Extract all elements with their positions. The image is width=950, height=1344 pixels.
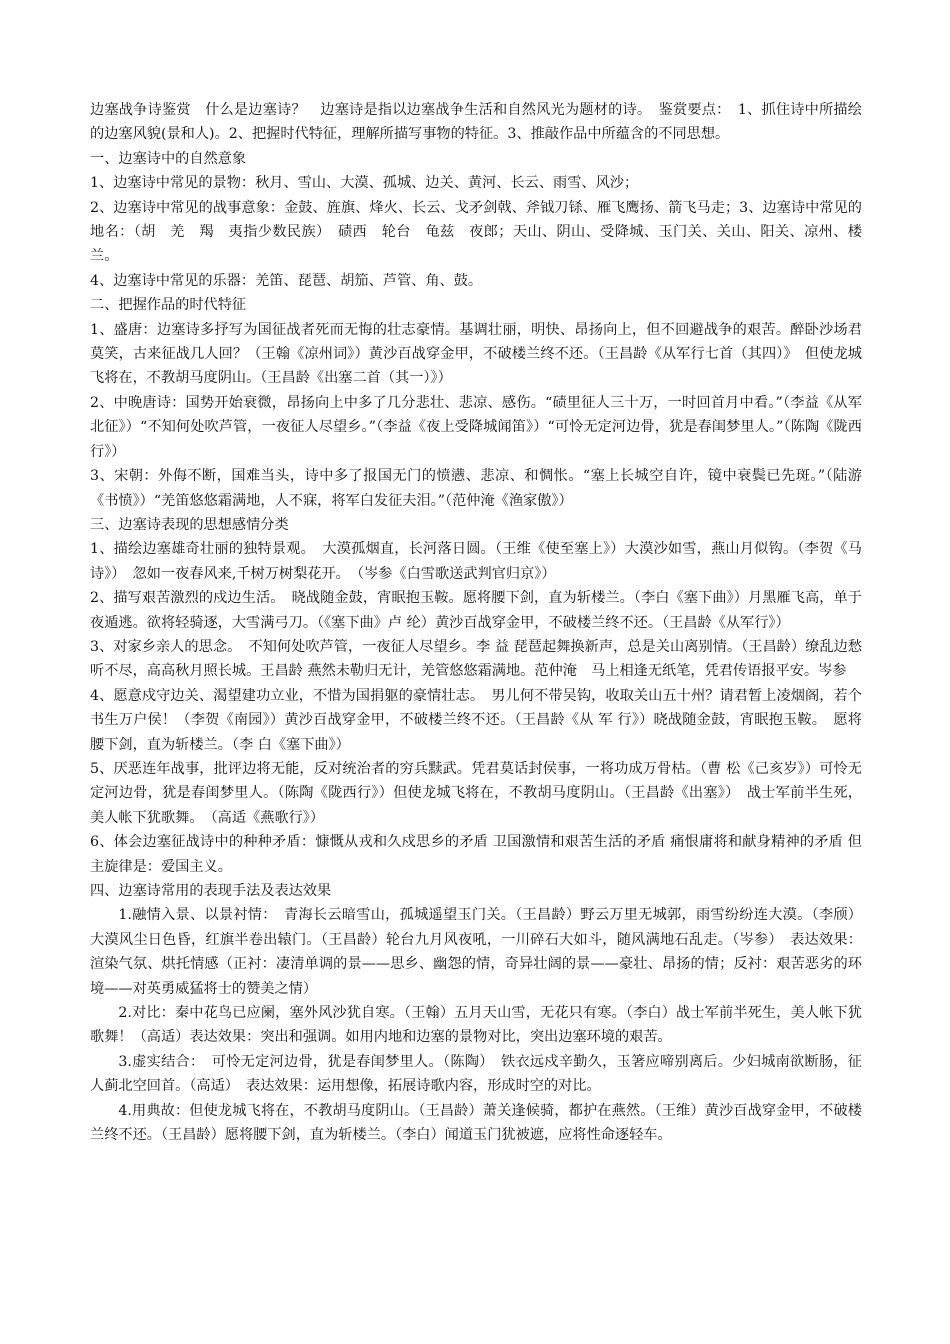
paragraph: 1、边塞诗中常见的景物：秋月、雪山、大漠、孤城、边关、黄河、长云、雨雪、风沙；	[90, 175, 639, 192]
paragraph: 二、把握作品的时代特征	[90, 297, 247, 314]
paragraph: 4.用典故：但使龙城飞将在，不教胡马度阴山。（王昌龄）萧关逢候骑，都护在燕然。（王维）黄沙百战穿金甲，不破楼兰终不还。（王昌龄）愿将腰下剑，直为斩楼兰。（李白）闻道玉门犹被遮，应将性命逐轻车。	[90, 1102, 862, 1144]
paragraph: 4、愿意戍守边关、渴望建功立业，不惜为国捐躯的豪情壮志。 男儿何不带吴钩，收取关山五十州？请君暂上凌烟阁，若个书生万户侯！（李贺《南园》）黄沙百战穿金甲，不破楼兰终不还。（王昌龄《从 军 行》）晓战随金鼓，宵眠抱玉鞍。 愿将腰下剑，直为斩楼兰。（李 白《塞下曲》）	[90, 687, 862, 753]
paragraph: 5、厌恶连年战事，批评边将无能，反对统治者的穷兵黩武。凭君莫话封侯事，一将功成万骨枯。（曹 松《己亥岁》）可怜无定河边骨，犹是春闺梦里人。（陈陶《陇西行》）但使龙城飞将在，不教胡马度阴山。（王昌龄《出塞》） 战士军前半生死，美人帐下犹歌舞。 （高适《燕歌行》）	[90, 760, 862, 826]
paragraph: 3、宋朝：外侮不断，国难当头，诗中多了报国无门的愤懑、悲凉、和惆怅。“塞上长城空自许，镜中衰鬓已先斑。”（陆游《书愤》）“羌笛悠悠霜满地，人不寐，将军白发征夫泪。”（范仲淹《渔家傲》）	[90, 468, 862, 509]
paragraph: 4、边塞诗中常见的乐器：羌笛、琵琶、胡笳、芦管、角、鼓。	[90, 272, 483, 289]
paragraph: 四、边塞诗常用的表现手法及表达效果	[90, 883, 332, 899]
paragraph: 2、边塞诗中常见的战事意象：金鼓、旌旗、烽火、长云、戈矛剑戟、斧钺刀铩、雁飞鹰扬、箭飞马走；3、边塞诗中常见的地名：（胡 羌 羯 夷指少数民族） 碛西 轮台 龟兹 夜郎；天山、阴山、受降城、玉门关、关山、阳关、凉州、楼兰。	[90, 199, 862, 265]
paragraph: 1.融情入景、以景衬情： 青海长云暗雪山，孤城遥望玉门关。（王昌龄）野云万里无城郭，雨雪纷纷连大漠。（李颀）大漠风尘日色昏，红旗半卷出辕门。（王昌龄）轮台九月风夜吼，一川碎石大如斗，随风满地石乱走。（岑参） 表达效果：渲染气氛、烘托情感（正衬：凄清单调的景——思乡、幽怨的情，奇异壮阔的景——豪壮、昂扬的情；反衬：艰苦恶劣的环境——对英勇威猛将士的赞美之情）	[90, 907, 862, 997]
paragraph: 边塞战争诗鉴赏 什么是边塞诗？ 边塞诗是指以边塞战争生活和自然风光为题材的诗。 鉴赏要点： 1、抓住诗中所描绘的边塞风貌(景和人)。2、把握时代特征，理解所描写事物的特征。3、推敲作品中所蕴含的不同思想。	[90, 102, 862, 143]
paragraph: 2、描写艰苦激烈的戍边生活。 晓战随金鼓，宵眠抱玉鞍。愿将腰下剑，直为斩楼兰。（李白《塞下曲》）月黑雁飞高，单于夜遁逃。欲将轻骑逐，大雪满弓刀。（《塞下曲》卢 纶）黄沙百战穿金甲，不破楼兰终不还。（王昌龄《从军行》）	[90, 590, 862, 631]
paragraph: 3.虚实结合： 可怜无定河边骨，犹是春闺梦里人。（陈陶） 铁衣远戍辛勤久，玉箸应啼别离后。少妇城南欲断肠，征人蓟北空回首。（高适） 表达效果：运用想像，拓展诗歌内容，形成时空的对比。	[90, 1053, 862, 1095]
paragraph: 1、描绘边塞雄奇壮丽的独特景观。 大漠孤烟直，长河落日圆。（王维《使至塞上》）大漠沙如雪，燕山月似钩。（李贺《马诗》） 忽如一夜春风来,千树万树梨花开。 （岑参《白雪歌送武判官归京》）	[90, 541, 862, 582]
paragraph: 三、边塞诗表现的思想感情分类	[90, 516, 289, 533]
paragraph: 3、对家乡亲人的思念。 不知何处吹芦管，一夜征人尽望乡。李 益 琵琶起舞换新声，总是关山离别情。（王昌龄）缭乱边愁听不尽，高高秋月照长城。王昌龄 燕然未勒归无计，羌管悠悠霜满地。范仲淹 马上相逢无纸笔，凭君传语报平安。岑参	[90, 638, 862, 680]
paragraph: 2.对比：秦中花鸟已应阑，塞外风沙犹自寒。（王翰）五月天山雪，无花只有寒。（李白）战士军前半死生，美人帐下犹歌舞！（高适）表达效果：突出和强调。如用内地和边塞的景物对比，突出边塞环境的艰苦。	[90, 1005, 862, 1046]
paragraph: 2、中晚唐诗：国势开始衰微，昂扬向上中多了几分悲壮、悲凉、感伤。“碛里征人三十万，一时回首月中看。”（李益《从军北征》）“不知何处吹芦管，一夜征人尽望乡。”（李益《夜上受降城闻笛》）“可怜无定河边骨，犹是春闺梦里人。”（陈陶《陇西行》）	[90, 394, 862, 460]
paragraph: 6、体会边塞征战诗中的种种矛盾：慷慨从戎和久戍思乡的矛盾 卫国激情和艰苦生活的矛盾 痛恨庸将和献身精神的矛盾 但主旋律是：爱国主义。	[90, 834, 862, 875]
paragraph: 一、边塞诗中的自然意象	[90, 150, 247, 167]
document-page	[90, 98, 862, 1147]
paragraph: 1、盛唐：边塞诗多抒写为国征战者死而无悔的壮志豪情。基调壮丽，明快、昂扬向上，但不回避战争的艰苦。醉卧沙场君莫笑，古来征战几人回？（王翰《凉州词》）黄沙百战穿金甲，不破楼兰终不还。（王昌龄《从军行七首（其四）》 但使龙城飞将在，不教胡马度阴山。（王昌龄《出塞二首（其一）》）	[90, 321, 862, 387]
